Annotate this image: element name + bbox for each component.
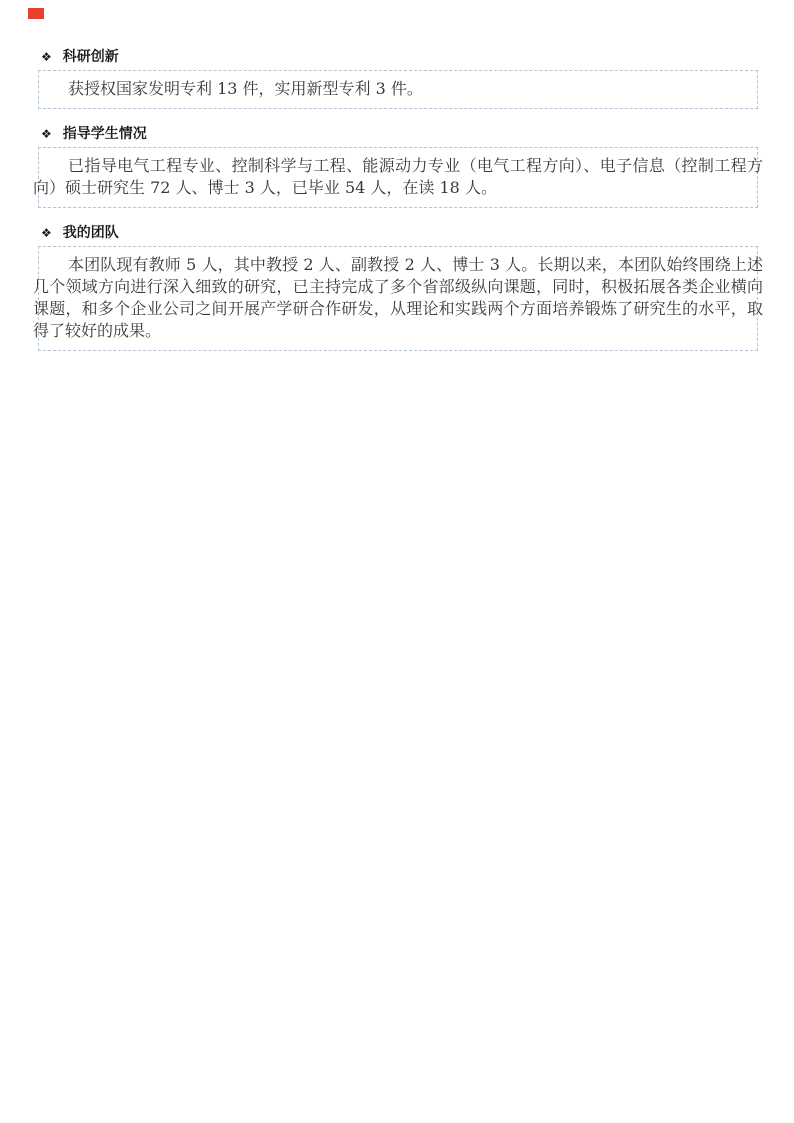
document-content [33,49,763,368]
section-heading [41,225,758,241]
red-marker [28,8,44,19]
section-content-box [33,147,763,208]
section-title: 指导学生情况 [62,126,147,142]
section-content-box [38,70,758,109]
section-content-box [33,246,763,351]
section-body-text: 本团队现有教师 5 人，其中教授 2 人、副教授 2 人、博士 3 人。长期以来，本团队始终围绕上述几个领域方向进行深入细致的研究，已主持完成了多个省部级纵向课题，同时，积极拓展各类企业横向课题，和多个企业公司之间开展产学研合作研发，从理论和实践两个方面培养锻炼了研究生的水平，取得了较好的成果。 [33,255,763,340]
diamond-bullet-icon: ❖ [41,50,52,64]
section-title: 我的团队 [62,225,119,241]
section-heading [41,126,758,142]
section-body-text: 已指导电气工程专业、控制科学与工程、能源动力专业（电气工程方向）、电子信息（控制工程方向）硕士研究生 72 人、博士 3 人，已毕业 54 人，在读 18 人。 [33,156,763,197]
diamond-bullet-icon: ❖ [41,127,52,141]
section-body-text: 获授权国家发明专利 13 件，实用新型专利 3 件。 [68,79,423,98]
section-student-guidance [33,126,763,208]
section-heading [41,49,758,65]
section-title: 科研创新 [62,49,119,65]
diamond-bullet-icon: ❖ [41,226,52,240]
section-my-team [33,225,763,351]
section-research-innovation [38,49,758,109]
